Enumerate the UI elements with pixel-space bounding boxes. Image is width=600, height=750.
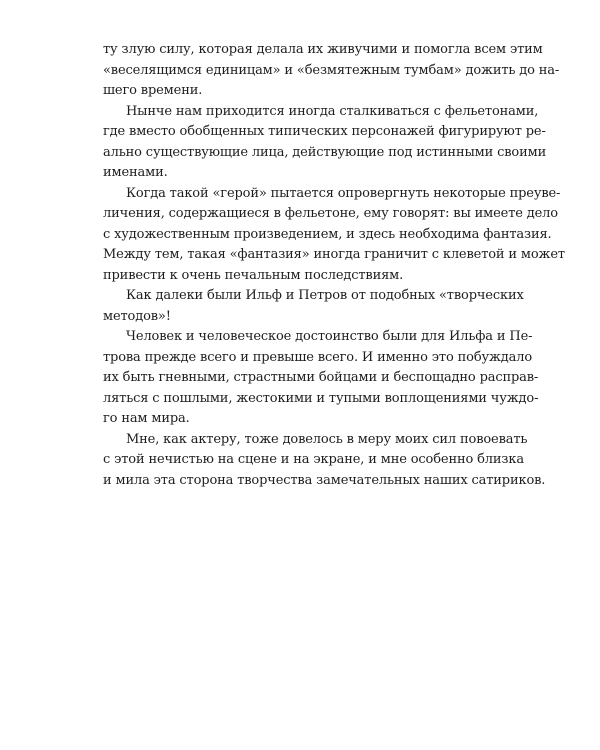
text-line: личения, содержащиеся в фельетоне, ему говорят: вы имеете дело	[103, 206, 558, 221]
text-line: с этой нечистью на сцене и на экране, и мне особенно близка	[103, 452, 524, 467]
text-line: с художественным произведением, и здесь необходима фантазия.	[103, 226, 552, 242]
text-line: Нынче нам приходится иногда сталкиваться с фельетонами,	[126, 103, 539, 119]
text-line: «веселящимся единицам» и «безмятежным тумбам» дожить до на-	[103, 62, 560, 78]
text-line: их быть гневными, страстными бойцами и беспощадно расправ-	[103, 370, 539, 385]
text-line: ально существующие лица, действующие под истинными своими	[103, 144, 547, 160]
text-line: где вместо обобщенных типических персонажей фигурируют ре-	[103, 124, 546, 139]
text-line: шего времени.	[103, 83, 203, 98]
text-line: методов»!	[103, 308, 171, 324]
text-line: привести к очень печальным последствиям.	[103, 267, 404, 283]
text-line: ляться с пошлыми, жестокими и тупыми воплощениями чуждо-	[103, 390, 539, 406]
text-line: го нам мира.	[103, 411, 190, 426]
paragraph-3	[103, 184, 565, 287]
text-line: Мне, как актеру, тоже довелось в меру моих сил повоевать	[126, 431, 528, 447]
text-line: Как далеки были Ильф и Петров от подобных «творческих	[126, 288, 524, 303]
text-line: и мила эта сторона творчества замечательных наших сатириков.	[103, 472, 546, 488]
page-text	[103, 40, 565, 491]
text-line: Когда такой «герой» пытается опровергнуть некоторые преуве-	[126, 185, 561, 201]
paragraph-5	[103, 327, 539, 430]
paragraph-2	[103, 102, 547, 184]
text-line: ту злую силу, которая делала их живучими и помогла всем этим	[103, 42, 543, 57]
text-line: Человек и человеческое достоинство были для Ильфа и Пе-	[126, 329, 533, 344]
text-line: трова прежде всего и превыше всего. И именно это побуждало	[103, 349, 533, 365]
text-line: Между тем, такая «фантазия» иногда граничит с клеветой и может	[103, 247, 565, 262]
paragraph-6	[103, 430, 546, 492]
paragraph-1	[103, 40, 560, 102]
paragraph-4	[103, 286, 524, 327]
text-line: именами.	[103, 165, 168, 180]
